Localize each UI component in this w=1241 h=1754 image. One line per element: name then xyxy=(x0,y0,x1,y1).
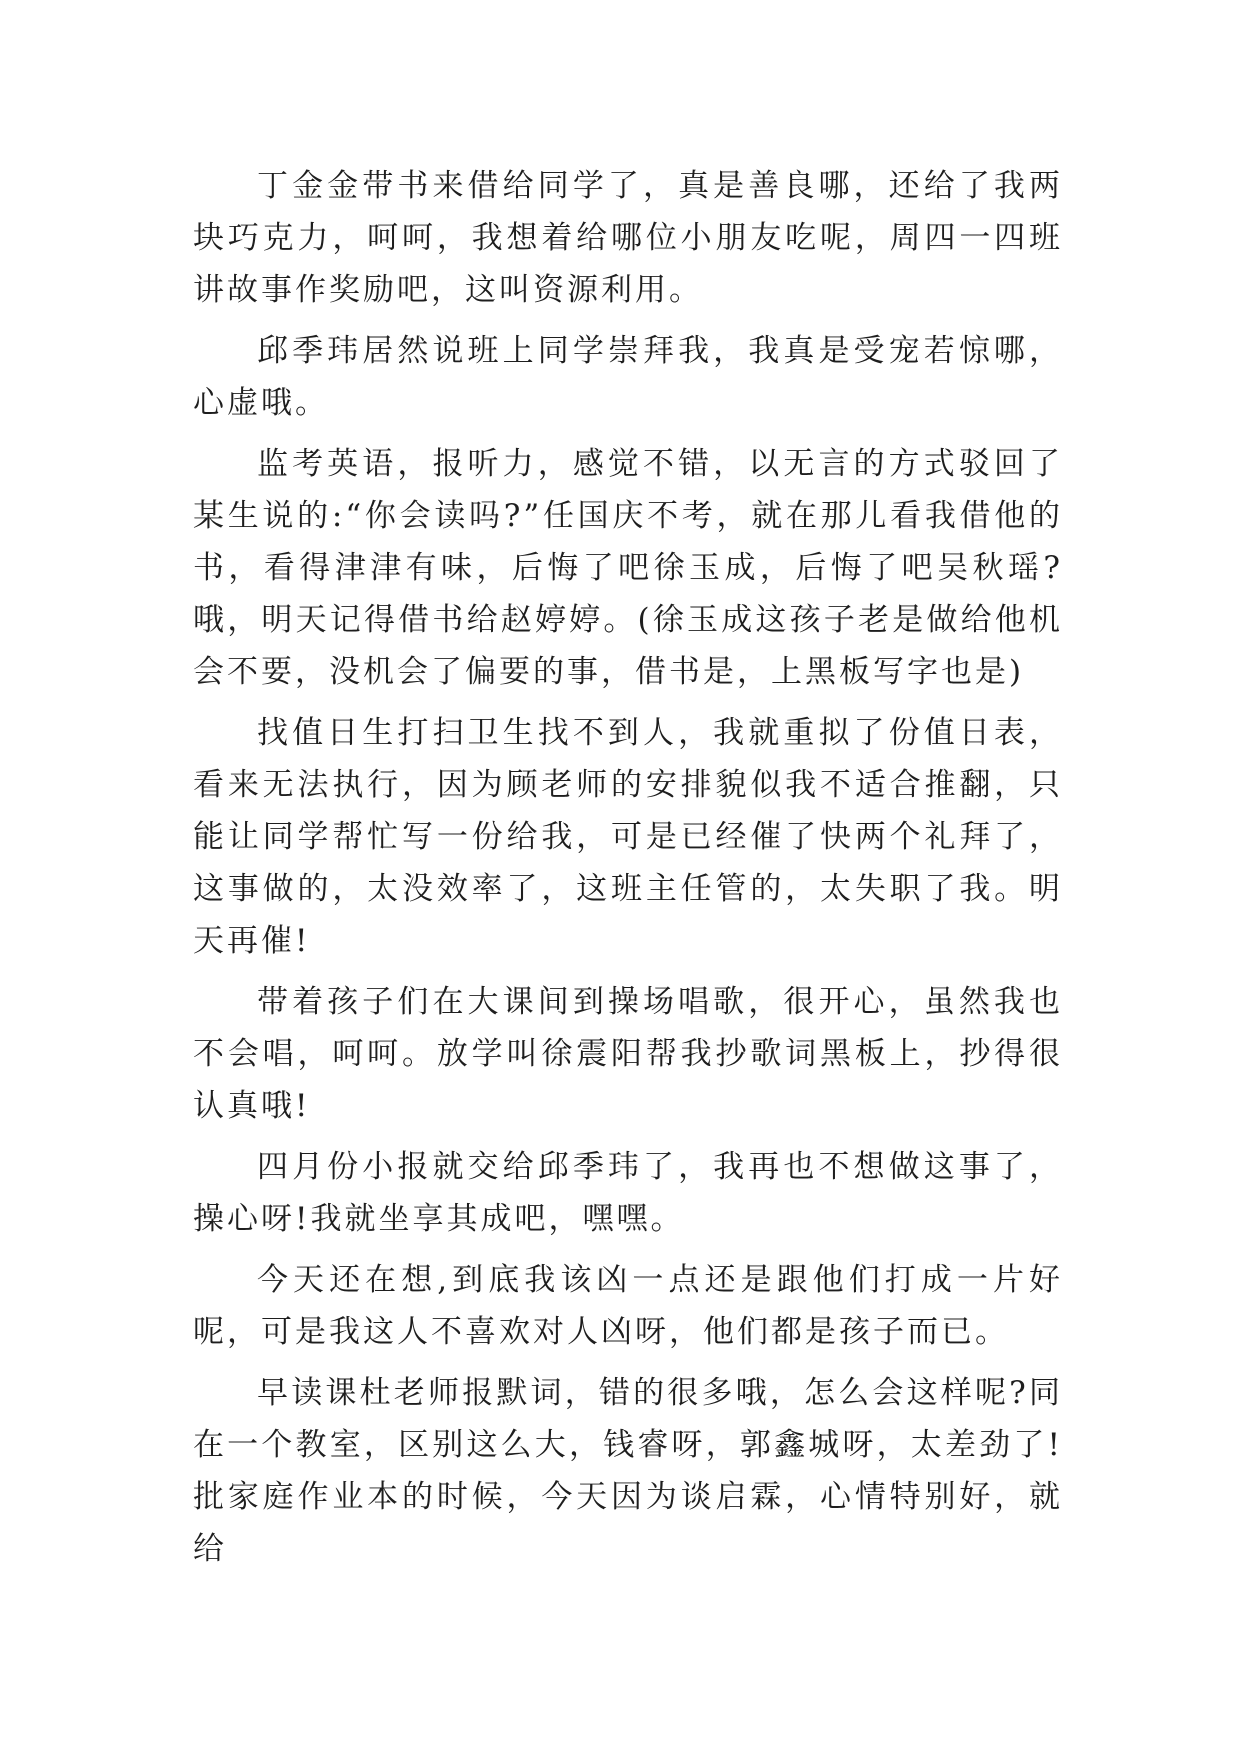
paragraph: 邱季玮居然说班上同学崇拜我，我真是受宠若惊哪，心虚哦。 xyxy=(193,333,1063,421)
paragraph: 早读课杜老师报默词，错的很多哦，怎么会这样呢?同在一个教室，区别这么大，钱睿呀，郭鑫城呀，太差劲了!批家庭作业本的时候，今天因为谈启霖，心情特别好，就给 xyxy=(193,1375,1063,1567)
document-body xyxy=(193,160,1063,1584)
paragraph: 丁金金带书来借给同学了，真是善良哪，还给了我两块巧克力，呵呵，我想着给哪位小朋友吃呢，周四一四班讲故事作奖励吧，这叫资源利用。 xyxy=(193,168,1063,308)
paragraph: 今天还在想,到底我该凶一点还是跟他们打成一片好呢，可是我这人不喜欢对人凶呀，他们都是孩子而已。 xyxy=(193,1262,1063,1350)
paragraph: 监考英语，报听力，感觉不错，以无言的方式驳回了某生说的:“你会读吗?”任国庆不考，就在那儿看我借他的书，看得津津有味，后悔了吧徐玉成，后悔了吧吴秋瑶?哦，明天记得借书给赵婷婷。(徐玉成这孩子老是做给他机会不要，没机会了偏要的事，借书是，上黑板写字也是) xyxy=(193,446,1063,690)
paragraph: 带着孩子们在大课间到操场唱歌，很开心，虽然我也不会唱，呵呵。放学叫徐震阳帮我抄歌词黑板上，抄得很认真哦! xyxy=(193,984,1063,1124)
paragraph: 四月份小报就交给邱季玮了，我再也不想做这事了，操心呀!我就坐享其成吧，嘿嘿。 xyxy=(193,1149,1063,1237)
paragraph: 找值日生打扫卫生找不到人，我就重拟了份值日表，看来无法执行，因为顾老师的安排貌似我不适合推翻，只能让同学帮忙写一份给我，可是已经催了快两个礼拜了，这事做的，太没效率了，这班主任管的，太失职了我。明天再催! xyxy=(193,715,1063,959)
